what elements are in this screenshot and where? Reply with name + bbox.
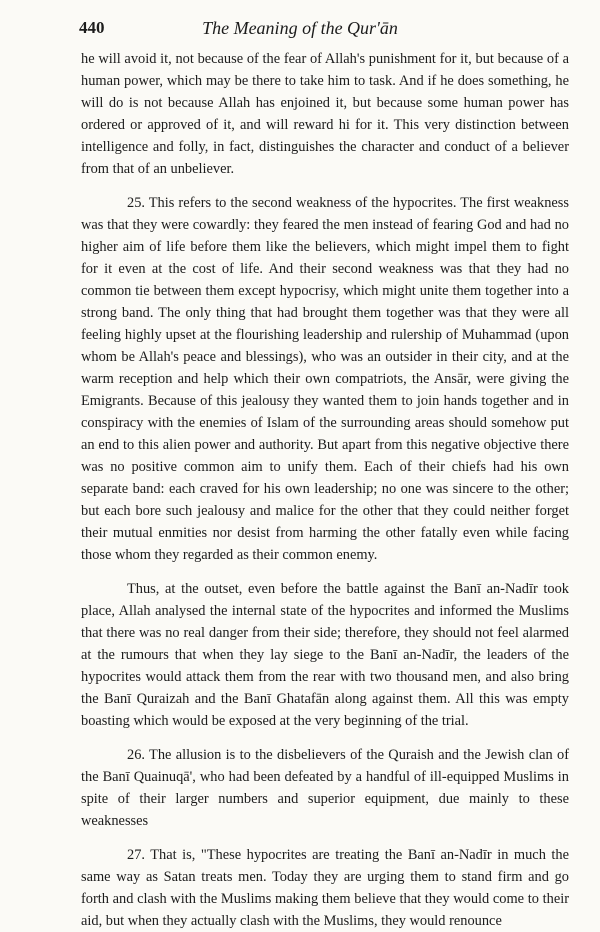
- paragraph-note-27: 27. That is, "These hypocrites are treating the Banī an-Nadīr in much the same way as Satan treats men. Today they are urging them to stand firm and go forth and clash with the Muslims making them believe that they would come to their aid, but when they actually clash with the Muslims, they would renounce: [81, 847, 569, 929]
- page-number: 440: [79, 18, 105, 37]
- page-header: [0, 10, 600, 40]
- paragraph-note-26: 26. The allusion is to the disbelievers of the Quraish and the Jewish clan of the Banī Quainuqā', who had been defeated by a handful of ill-equipped Muslims in spite of their larger numbers and superior equipment, due mainly to these weaknesses: [81, 747, 569, 829]
- running-title: The Meaning of the Qur'ān: [202, 18, 398, 38]
- paragraph-continuation: he will avoid it, not because of the fear of Allah's punishment for it, but because of a human power, which may be there to take him to task. And if he does something, he will do is not because Allah has enjoined it, but because some human power has ordered or approved of it, and will reward hi for it. This very distinction between intelligence and folly, in fact, distinguishes the character and conduct of a believer from that of an unbeliever.: [81, 51, 569, 177]
- paragraph-note-25: 25. This refers to the second weakness of the hypocrites. The first weakness was that they were cowardly: they feared the men instead of fearing God and had no higher aim of life before them like the believers, which might impel them to fight for it even at the cost of life. And their second weakness was that they had no common tie between them except hypocrisy, which might unite them together into a strong band. The only thing that had brought them together was that they were all feeling highly upset at the flourishing leadership and rulership of Muhammad (upon whom be Allah's peace and blessings), who was an outsider in their city, and at the warm reception and help which their own compatriots, the Ansār, were giving the Emigrants. Because of this jealousy they wanted them to join hands together and in conspiracy with the enemies of Islam of the surrounding areas should somehow put an end to this alien power and authority. But apart from this negative objective there was no positive common aim to unify them. Each of their chiefs had his own separate band: each craved for his own leadership; no one was sincere to the other; but each bore such jealousy and malice for the other that they could neither forget their mutual enmities nor desist from harming the other fatally even while facing those whom they regarded as their common enemy.: [81, 195, 569, 563]
- body-text: [81, 48, 569, 932]
- paragraph-note-25-continued: Thus, at the outset, even before the battle against the Banī an-Nadīr took place, Allah analysed the internal state of the hypocrites and informed the Muslims that there was no real danger from their side; therefore, they should not feel alarmed at the rumours that when they lay siege to the Banī an-Nadīr, the leaders of the hypocrites would attack them from the rear with two thousand men, and also bring the Banī Quraizah and the Banī Ghatafān along against them. All this was empty boasting which would be exposed at the very beginning of the trial.: [81, 581, 569, 729]
